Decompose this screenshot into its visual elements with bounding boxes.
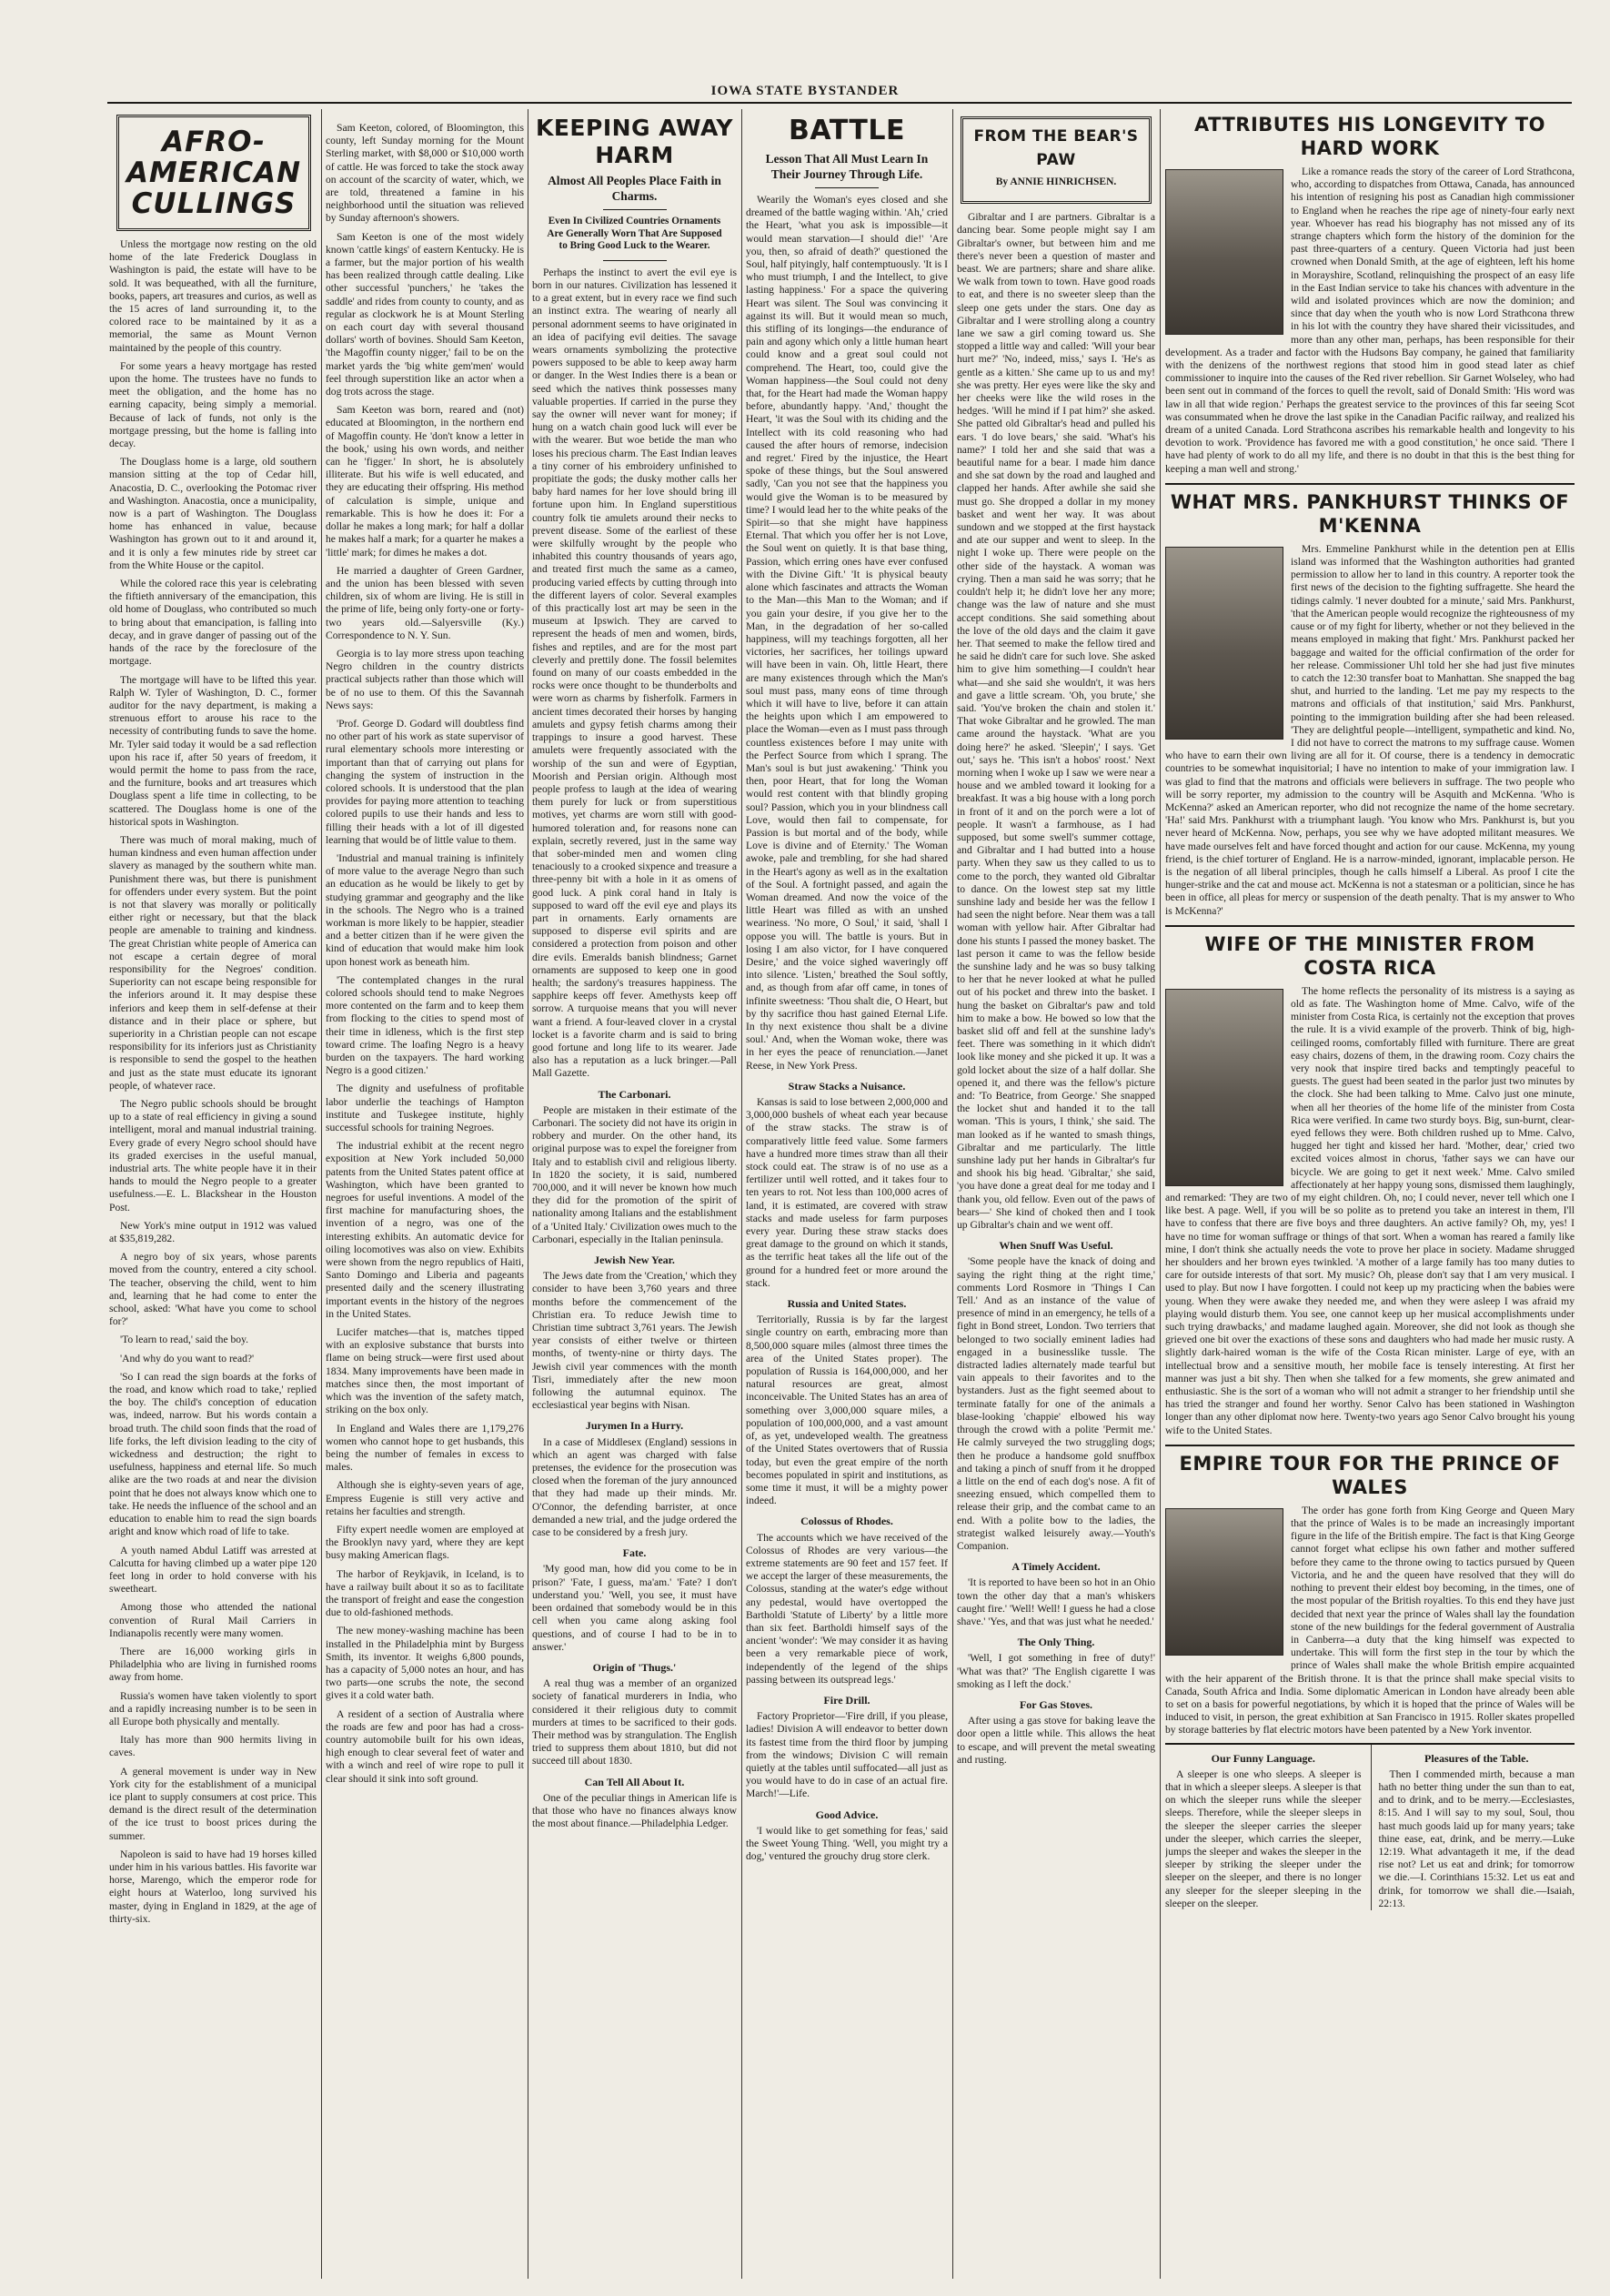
paragraph: Lucifer matches—that is, matches tipped with an explosive substance that bursts into flame on being struck—were first used about 1834. Many improvements have been made in matches since then, the most important of which was the invention of the safety match, striking on the box only. [326, 1326, 524, 1416]
column-2 [326, 122, 524, 2296]
paragraph: A negro boy of six years, whose parents moved from the country, entered a city school. The teacher, observing the child, went to him and, learning that he had come to enter the school, asked: 'What have you come to school for?' [109, 1251, 317, 1328]
funny-language-text: A sleeper is one who sleeps. A sleeper is that in which a sleeper sleeps. A sleeper is that on which the sleeper runs while the sleeper sleeps. Therefore, while the sleeper sleeps in the sleeper the sleeper carries the sleeper under the sleeper, which carries the sleeper, jumps the sleeper and wakes the sleeper in the sleeper by striking the sleeper under the sleeper on the sleeper, and there is no longer any sleeper for the sleeper sleeping in the sleeper on the sleeper. [1165, 1767, 1362, 1909]
paragraph: A general movement is under way in New York city for the establishment of a municipal ice plant to supply consumers at cost price. This demand is the direct result of the determination of the ice trust to boost prices during the summer. [109, 1765, 317, 1842]
masthead: IOWA STATE BYSTANDER [710, 84, 900, 98]
paragraph: Fifty expert needle women are employed at the Brooklyn navy yard, where they are kept busy making American flags. [326, 1523, 524, 1562]
section-heading: Fate. [622, 1546, 647, 1560]
section-heading: Colossus of Rhodes. [800, 1515, 893, 1528]
paragraph: A resident of a section of Australia where the roads are few and poor has had a cross-country automobile built for his own ideas, high enough to clear several feet of water and with a winch and reel of wire rope to pull it clear should it sink into soft ground. [326, 1707, 524, 1785]
paragraph: There are 16,000 working girls in Philadelphia who are living in furnished rooms away from home. [109, 1645, 317, 1684]
section-text: In a case of Middlesex (England) sessions in which an agent was charged with false pretenses, the evidence for the prosecution was closed when the foreman of the jury announced that they had made up their minds. Mr. O'Connor, the defending barrister, at once demanded a new trial, and the judge ordered the case to be considered by a fresh jury. [532, 1435, 737, 1539]
battle-deck: Lesson That All Must Learn In Their Journey Through Life. [765, 152, 929, 181]
column-1 [109, 109, 317, 2283]
longevity-title: ATTRIBUTES HIS LONGEVITY TO HARD WORK [1194, 114, 1545, 159]
pleasures-text: Then I commended mirth, because a man hath no better thing under the sun than to eat, and to drink, and to be merry.—Ecclesiastes, 8:15. And I will say to my soul, Soul, thou hast much goods laid up for many years; take thine ease, eat, drink, and be merry.—Luke 12:19. What advantageth it me, if the dead rise not? Let us eat and drink; for tomorrow we die.—I. Corinthians 15:32. Let us eat and drink, for tomorrow we shall die.—Isaiah, 22:13. [1378, 1767, 1575, 1909]
bears-paw-text: Gibraltar and I are partners. Gibraltar is a dancing bear. Some people might say I am Gibraltar's owner, but between him and me there's never been a question of master and beast. We are partners; share and share alike. We walk from town to town. Have good roads to eat, and there is no sweeter sleep than the sleep one gets under the stars. One day as Gibraltar and I were strolling along a country lane we saw a girl coming toward us. She stopped a little way and called: 'Will your bear hurt me?' 'No, indeed, miss,' says I. 'He's as gentle as a kitten.' She came up to us and my! she was pretty. Her eyes were like the sky and her cheeks were like the wild roses in the hedges. 'Will he mind if I pat him?' she asked. She patted old Gibraltar's head and pulled his ears. 'I do love bears,' she said. 'What's his name?' I told her and she said that was a beautiful name for a bear. I made him dance and she sat down by the road and laughed and clapped her hands. After awhile she said she must go. She dropped a dollar in my money basket and went her way. It was about sundown and we stopped at the first haystack and ate our supper and went to sleep. In the night I woke up. There were people on the other side of the haystack. A woman was crying. Then a man said he was sorry; that he couldn't help it; he didn't love her any more; change was the law of nature and she must accept conditions. She said something about the love of the old days and the claim it gave her. That seemed to make the fellow tired and he said he didn't care for such love. She asked him to give him something—I couldn't hear what—and she said she wouldn't, it was hers and gave a little scream. 'Oh, you brute,' she said. 'You've broken the chain and stolen it.' That woke Gibraltar and he growled. The man came around the haystack. 'What are you doing here?' he asked. 'Sleepin',' I says. 'Get out,' says he. 'This isn't a hobos' roost.' Next morning when I woke up I saw we were near a house and we ambled toward it looking for a breakfast. It was a big house with a long porch in front of it and on the porch were a lot of people. It wasn't a farmhouse, as I had supposed, but some swell's summer cottage, and Gibraltar and I had butted into a house party. When they saw us they called to us to come to the porch, they wanted old Gibraltar to dance. On the lowest step sat my little sunshine lady and beside her was the fellow I had seen the night before. Near them was a tall woman with yellow hair. After Gibraltar had done his stunts I passed the money basket. The last person it came to was the fellow beside the sunshine lady and he was so busy talking to her that he never looked at what he pulled out of his pocket and threw into the basket. I hung the basket on Gibraltar's paw and told him to make a bow. He bowed so low that the basket slid off and fell at the sunshine lady's feet. There was something in it which didn't look like money and she picked it up. It was a gold locket about the size of a half dollar. She opened it, and there was the fellow's picture and: 'To Beatrice, from George.' She snapped the locket shut and handed it to the tall woman. 'This is yours, I think,' she said. The man looked as if he wanted to smash things, Gibraltar and me particularly. The little sunshine lady put her hands in Gibraltar's fur and shook his big head. 'Gibraltar,' she said, 'you have done a great deal for me today and I thank you, old fellow. Even out of the paws of bears—' She kind of choked then and I took up Gibraltar's chain and we went off. [957, 211, 1155, 1232]
paragraph: The industrial exhibit at the recent negro exposition at New York included 50,000 patents from the United States patent office at Washington, which have been granted to negroes for useful inventions. A model of the first machine for manufacturing shoes, the invention of a negro, was one of the interesting exhibits. An automatic device for oiling locomotives was also on view. Exhibits were shown from the negro republics of Haiti, Santo Domingo and Liberia and pageants presented daily and the scenery illustrating important events in the history of the negroes in the United States. [326, 1140, 524, 1320]
paragraph: Unless the mortgage now resting on the old home of the late Frederick Douglass in Washington is paid, the estate will have to be sold. It was bequeathed, with all the furniture, books, papers, art treasures and curios, as well as the 15 acres of land surrounding it, to the colored race to be maintained by it as a memorial, the same as Mount Vernon maintained by the people of this country. [109, 238, 317, 354]
paragraph: For some years a heavy mortgage has rested upon the home. The trustees have no funds to meet the obligation, and the home has no earning capacity, being simply a memorial. Because of lack of funds, not only is the mortgage pressing, but the home is falling into decay. [109, 359, 317, 450]
column-4 [746, 109, 948, 2283]
section-text: People are mistaken in their estimate of the Carbonari. The society did not have its origin in robbery and murder. On the other hand, its original purpose was to expel the foreigner from Italy and to establish civil and religious liberty. In 1820 the society, it is said, numbered 700,000, and it will never be known how much they did for the promotion of the spirit of nationality among Italians and the establishment of a 'United Italy.' Civilization owes much to the Carbonari, especially in the Italian peninsula. [532, 1103, 737, 1245]
section-text: 'It is reported to have been so hot in an Ohio town the other day that a man's whiskers caught fire.' 'Well! Well! I guess he had a close shave.' 'Yes, and that was just what he needed.' [957, 1576, 1155, 1627]
bears-paw-box [961, 116, 1152, 204]
paragraph: The Douglass home is a large, old southern mansion sitting at the top of Cedar hill, Anacostia, D. C., overlooking the Potomac river and Washington. Anacostia, once a municipality, now is a part of Washington. The Douglass home has enhanced in value, because Washington has grown out to it and around it, and it is only a few minutes ride by street car from the White House or the capitol. [109, 456, 317, 571]
section-heading: Origin of 'Thugs.' [592, 1660, 677, 1674]
section-heading: Jewish New Year. [594, 1254, 675, 1267]
paragraph: The harbor of Reykjavik, in Iceland, is to have a railway built about it so as to facilitate the transport of freight and ease the congestion due to old-fashioned methods. [326, 1567, 524, 1619]
section-heading: A Timely Accident. [1011, 1560, 1101, 1574]
byline: By ANNIE HINRICHSEN. [995, 176, 1117, 187]
paragraph: While the colored race this year is celebrating the fiftieth anniversary of the emancipation, this old home of Douglass, who contributed so much to bring about that emancipation, is falling into decay, and in grave danger of passing out of the hands of the race by the foreclosure of the mortgage. [109, 578, 317, 668]
paragraph: 'Industrial and manual training is infinitely of more value to the average Negro than such an education as he would be likely to get by studying grammar and geography and the like in the schools. The Negro who is a trained workman is more likely to be happier, steadier and a better citizen than if he were given the kind of education that would make him look upon honest work as beneath him. [326, 851, 524, 968]
paragraph: 'And why do you want to read?' [120, 1352, 255, 1365]
keeping-away-harm-deck: Almost All Peoples Place Faith in Charms. [548, 174, 721, 203]
section-text: Factory Proprietor—'Fire drill, if you please, ladies! Division A will endeavor to better down its fastest time from the third floor by jumping from the windows; Division C will remain quietly at the tables until suffocated—all just as you would have to do in case of an actual fire. March!'—Life. [746, 1710, 948, 1800]
paragraph: Russia's women have taken violently to sport and a rapidly increasing number is to be seen in all Europe both physically and mentally. [109, 1689, 317, 1727]
col1-body [109, 238, 317, 1926]
section-text: The accounts which we have received of the Colossus of Rhodes are very various—the extreme statements are 90 feet and 157 feet. If we accept the larger of these measurements, the Colossus, standing at the water's edge without any pedestal, would have overtopped the Bartholdi 'Statute of Liberty' by a little more than six feet. Bartholdi himself says of the ancient 'wonder': 'We may consider it as having been a very remarkable piece of work, independently of the legend of the ships passing between its outspread legs.' [746, 1531, 948, 1686]
paragraph: In England and Wales there are 1,179,276 women who cannot hope to get husbands, this being the number of females in excess to males. [326, 1422, 524, 1474]
section-heading: When Snuff Was Useful. [999, 1239, 1113, 1253]
column-rule [952, 109, 953, 2279]
paragraph: Napoleon is said to have had 19 horses killed under him in his various battles. His favorite war horse, Marengo, which the emperor rode for eight hours at Waterloo, long survived his master, dying in England in 1829, at the age of thirty-six. [109, 1848, 317, 1925]
bears-paw-title: FROM THE BEAR'S PAW [973, 127, 1139, 169]
section-text: 'I would like to get something for feas,' said the Sweet Young Thing. 'Well, you might try a dog,' ventured the grouchy drug store clerk. [746, 1824, 948, 1863]
paragraph: There was much of moral making, much of human kindness and even human affection under slavery as managed by the southern white man. Punishment there was, but there is punishment for offenders under every system. But the point is not that slavery was morally or politically either right or necessary, but that the black people are amenable to training and kindness. The great Christian white people of America can not escape a certain degree of moral responsibility for the Negroes' condition. Superiority can not escape being responsible for the inferiors around it. It may despise these inferiors and keep them in self-defense at their distance and in their place or sphere, but superiority in a Christian people can not escape responsibility for its inferiors just as Christianity is responsible to send the gospel to the heathen and just as the state must educate its ignorant people, of whatever race. [109, 833, 317, 1092]
funny-language-heading: Our Funny Language. [1211, 1751, 1315, 1765]
longevity-text: Like a romance reads the story of the career of Lord Strathcona, who, according to dispatches from Ottawa, Canada, has announced his intention of resigning his post as Canadian high commissioner to England when he reaches the ripe age of ninety-four early next year. Whoever has read his biography has not missed any of its strange chapters which form the history of the dominion for the past three-quarters of a century. Queen Victoria had just been crowned when Donald Smith, at the age of eighteen, left his home in Morayshire, Scotland, relinquishing the prospect of an easy life in the East Indian service to take his chances with adventure in the wild and isolated provinces which are now the dominion; and since that day when the youth who is now Lord Strathcona threw in his lot with the country they have shared their vicissitudes, and more than any other man, perhaps, has been responsible for their development. As a trader and factor with the Hudsons Bay company, he gained that familiarity with the denizens of the northwest regions that stood him in good stead later as chief commissioner to inquire into the causes of the Red river rebellion. Sir Garnet Wolseley, who had been sent out in command of the forces to quell the revolt, said of Donald Smith: 'His word was law in all that wide region.' Perhaps the greatest service to the provinces of this far seeing Scot was consummated when he drove the last spike in the Canadian Pacific railway, and realized his dream of a united Canada. Lord Strathcona ascribes his remarkable health and longevity to his devotion to work. 'Providence has favored me with a good constitution,' he once said. 'There I have had plenty of work to do all my life, and there is no doubt in that this is the best thing for keeping a man well and strong.' [1165, 166, 1575, 475]
paragraph: 'Prof. George D. Godard will doubtless find no other part of his work as state supervisor of rural elementary schools more interesting or important than that of carrying out plans for changing the system of instruction in the colored schools. It is understood that the plan provides for paying more attention to teaching colored pupils to use their hands and less to filling their heads with a lot of ill digested learning that would be of little value to them. [326, 717, 524, 846]
costa-rica-title: WIFE OF THE MINISTER FROM COSTA RICA [1165, 925, 1575, 980]
paragraph: 'So I can read the sign boards at the forks of the road, and know which road to take,' replied the boy. The child's conception of education was, indeed, narrow. But his words contain a broad truth. The child soon finds that the road of life forks, the left division leading to the city of wickedness and destruction; the right to usefulness, happiness and eternal life. So much alike are the two roads at and near the division point that he does not always know which one to take. He needs the influence of the school and an education to enable him to read the sign boards aright and know which road of life to take. [109, 1370, 317, 1538]
afro-american-cullings-title: AFRO-AMERICAN CULLINGS [126, 126, 302, 220]
paragraph: 'To learn to read,' said the boy. [120, 1334, 249, 1346]
section-text: Kansas is said to lose between 2,000,000 and 3,000,000 bushels of wheat each year because of the straw stacks. The straw is of comparatively little feed value. Some farmers have a hundred more times straw than all their stock could eat. The straw is of no use as a fertilizer until well rotted, and it takes four to ten years to rot. Not less than 100,000 acres of land, it is estimated, are covered with straw stacks and made useless for farm purposes every year. During these straw stacks does great damage to the ground on which it stands, as the terrific heat takes all the life out of the ground for a hundred feet or more around the stack. [746, 1096, 948, 1289]
battle-title: BATTLE [789, 115, 905, 146]
paragraph: Georgia is to lay more stress upon teaching Negro children in the country districts practical subjects rather than those which will be of no use to them. Of this the Savannah News says: [326, 647, 524, 711]
mme-calvo-portrait [1165, 989, 1283, 1186]
section-heading: Can Tell All About It. [584, 1775, 685, 1788]
column-rule [321, 109, 322, 2279]
column-5 [957, 109, 1155, 2283]
battle-text: Wearily the Woman's eyes closed and she dreamed of the battle waging within. 'Ah,' cried the Heart, 'what you ask is impossible—it would mean starvation—I should die!' 'Are you, then, so afraid of death?' questioned the Soul, half pityingly, half contemptuously. 'It is I who must triumph, I and the Intellect, to give lasting happiness.' For a space the quivering Heart was silent. The Soul was convincing it against its will. But it would mean so much, this stifling of its longings—the endurance of pain and agony which only a little human heart could know and a great soul could not comprehend. The Heart, too, could give the Woman happiness—the Soul could not deny that, for the Heart had made the Woman happy before, abundantly happy. 'And,' thought the Heart, 'it was the Soul with its chiding and the Intellect with its cold reasoning who had caused the after hours of remorse, indecision and regret.' Fired by the injustice, the Heart spoke of these things, but the Soul answered sadly, 'Can you not see that the happiness you would give the Woman is to be measured by time? I would lead her to the white peaks of the Spirit—so that she might have happiness Eternal. That which you offer her is not Love, the Soul went on quietly. It is that base thing, Passion, which erring ones have ever confused with the Divine Gift.' 'It is physical beauty alone which fascinates and attracts the Woman to the Man—this Man to the Woman; and if you gain your desire, if you give her to the Man, in the degradation of her so-called happiness, will my teachings forgotten, all her victories, her sacrifices, her toilings upward will have been in vain. Oh, little Heart, there are many existences through which the Man's soul must pass, many eons of time through which it will have to live, before it can attain the heights upon which I am empowered to place the Woman—even as I must pass through countless existences before I may unite with the Perfect Source from which I sprang. The Man's soul is but just awakening.' 'Think you then, poor Heart, that for long the Woman would rest content with that blindly groping soul? Passion, which you in your blindness call Love, would then fail to compensate, for Passion is but mortal and of the body, while Love is divine and of Eternity.' The Woman awoke, pale and trembling, for she had shared in the Heart's agony as well as in the exaltation of the Soul. A fortnight passed, and again the Woman dreamed. And now the voice of the little Heart was filled as with an unshed weariness. 'No more, O Soul,' it said, 'shall I oppose you will. The battle is yours. But in losing I am also victor, for I have conquered Desire,' and the voice sighed waveringly off into silence. 'Listen,' breathed the Soul softly, and, as though from afar off came, in tones of infinite sweetness: 'Thou shalt die, O Heart, but by thy sacrifice thou hast gained Eternal Life. In thy next existence thou shalt be a divine soul.' And, when the Woman woke, there was in her eyes the peace of renunciation.—Janet Reese, in New York Press. [746, 194, 948, 1072]
col2-body [326, 122, 524, 1786]
section-heading: Russia and United States. [787, 1297, 907, 1311]
paragraph: New York's mine output in 1912 was valued at $35,819,282. [109, 1219, 317, 1245]
empire-tour-title: EMPIRE TOUR FOR THE PRINCE OF WALES [1165, 1445, 1575, 1499]
pleasures-heading: Pleasures of the Table. [1424, 1751, 1529, 1765]
section-heading: The Only Thing. [1017, 1636, 1095, 1649]
section-text: A real thug was a member of an organized society of fanatical murderers in India, who considered it their religious duty to commit murders at times to be sacrificed to their gods. Their method was by strangulation. The English tried to suppress them about 1810, but did not succeed till about 1830. [532, 1677, 737, 1767]
paragraph: A youth named Abdul Latiff was arrested at Calcutta for having climbed up a water pipe 120 feet long in order to hold converse with his sweetheart. [109, 1544, 317, 1596]
pankhurst-text: Mrs. Emmeline Pankhurst while in the detention pen at Ellis island was informed that the Washington authorities had granted permission to allow her to land in this country. A reporter took the first news of the decision to the fighting suffragette. She heard the tidings calmly. 'I never doubted for a minute,' said Mrs. Pankhurst, 'that the American people would recognize the righteousness of my cause or of my fight for liberty, whether or not they believed in the means employed in making that fight.' Mrs. Pankhurst packed her baggage and waited for the official confirmation of the order for her release. Commissioner Uhl told her she had just five minutes to catch the 12:30 transfer boat to Manhattan. She snapped the bag shut, and hurried to the landing. 'Let me pay my respects to the matrons and officials of that institution,' said Mrs. Pankhurst, pointing to the immigration building after she had been released. 'They are delightful people—intelligent, sympathetic and kind. No, I did not have to correct the matrons to my suffrage cause. Women who have to earn their own living are all for it. Of course, there is a tendency in democratic countries to be somewhat inquisitorial; I have no intention to make of your immigration law. I was glad to find that the matrons and officials were believers in suffrage. The two people who will be sorry reporter, my admission to the country will be Asquith and McKenna. 'Who is McKenna?' asked an American reporter, who did not recognize the name of the home secretary. 'Ha!' said Mrs. Pankhurst with a triumphant laugh. 'You know who Mrs. Pankhurst is, but you never heard of McKenna. Now, perhaps, you see why we have adopted militant measures. We have made ourselves felt and have forced thought and action for our cause. McKenna, my young friend, is the chief torturer of England. He is a narrow-minded, ignorant, implacable person. He is the negation of all liberal principles, though he calls himself a Liberal. As proof I cite the hunger-strike and the cat and mouse act. McKenna is not a statesman or a politician, since he has been in office, all pleas for mercy or suspension of the death penalty. That is my answer to Who is McKenna?' [1165, 542, 1575, 917]
column-6 [1165, 109, 1575, 2283]
paragraph: Although she is eighty-seven years of age, Empress Eugenie is still very active and retains her faculties and strength. [326, 1479, 524, 1517]
paragraph: Italy has more than 900 hermits living in caves. [109, 1734, 317, 1759]
empire-tour-text: The order has gone forth from King George and Queen Mary that the prince of Wales is to be made an increasingly important figure in the life of the British empire. The fact is that King George cannot forget what eclipse his own father and mother suffered before they came to the throne owing to tactics pursued by Queen Victoria, and he and the queen have resolved that they will do nothing to prevent their eldest boy becoming, in the times, one of the most popular of the British royalties. To this end they have just decided that next year the prince of Wales shall lay the foundation stone of the new buildings for the federal government of Australia in Canberra—a duty that the king himself was expected to undertake. This will form the first step in the tour by which the prince of Wales shall make the whole British empire acquainted with the heir apparent of the British throne. It is that the prince shall make special visits to Canada, South Africa and India. Some diplomatic American in London have already been able to set on a basis for powerful negotiations, by which it is hoped that the prince of Wales will be induced to visit, in person, the great exhibition at San Francisco in 1915. Roller skates propelled by storage batteries by flat electric motors have been patented by a New York inventor. [1165, 1504, 1575, 1737]
paragraph: The dignity and usefulness of profitable labor underlie the teachings of Hampton institute and Tuskegee institute, highly successful schools for training Negroes. [326, 1083, 524, 1134]
costa-rica-text: The home reflects the personality of its mistress is a saying as old as fate. The Washington home of Mme. Calvo, wife of the minister from Costa Rica, is certainly not the exception that proves the rule. It is a vivid example of the proverb. Think of big, high-ceilinged rooms, comfortably filled with furniture. There are great easy chairs, dozens of them, in the drawing room. Cozy chairs the very nook that inspire tired backs and temptingly peaceful to guests. The guest had been seated in the parlor just two minutes by the clock. She had been talking to Mme. Calvo just one minute, when all her theories of the home life of the minister from Costa Rica were verified. In came two sturdy boys. Big, sun-burnt, clear-eyed fellows they were. Both children rushed up to Mme. Calvo, hugged her tight and kissed her hard. 'Mother, dear,' cried two excited voices almost in chorus, 'father says we can have our bicycle. We are going to get it next week.' Mme. Calvo smiled affectionately at her happy young sons, dismissed them laughingly, and remarked: 'They are two of my eight children. Oh, no; I could never, never tell which one I like best. A page. Well, if you will be so polite as to pretend you take an interest in them, I'll have to confess that there are five boys and three daughters. An active family? Oh, my, yes! I have no time for woman suffrage or things of that sort. When a woman has reared a family like mine, I don't think she actually needs the vote to prove her place in society. Madame shrugged her shoulders and her brown eyes twinkled. 'A mother of a large family has too many duties to care for outside interests of that sort. My music? Oh, please don't say that I am very musical. I used to play. But now I have forgotten. I could not keep up my practicing when the babies were young. When they were awake they needed me, and when they were asleep I was afraid my playing would disturb them. You see, one cannot keep up her musical accomplishments under such trying drawbacks,' and madame laughed again. Moreover, she did not look as though she grieved one bit over the exactions of these sons and daughters who had made her music rusty. A slightly dark-haired woman is the wife of the Costa Rican minister. Large of eye, with an intellectual brow and a sensitive mouth, her mobile face is tensely interesting. At first her manner was just a bit shy. Then when she talked for a few moments, she grew animated and enthusiastic. She is the sort of a woman who will not admit a stranger to her friendship until she has tried the stranger and found her worthy. Senor Calvo has been stationed in Washington longer than any other diplomat now here. Twenty-two years ago Senor Calvo brought his young wife to the United States. [1165, 984, 1575, 1436]
section-text: Territorially, Russia is by far the largest single country on earth, embracing more than 8,500,000 square miles (almost three times the area of the United States proper). The population of Russia is 164,000,000, and her natural resources are great, almost inconceivable. The United States has an area of something over 3,000,000 square miles, a population of 100,000,000, and a vast amount of, as yet, undeveloped wealth. The greatness of the United States overtowers that of Russia today, but even the great empire of the north becomes populated in spirit and institutions, as some time it must, it will be a mighty power indeed. [746, 1314, 948, 1507]
paragraph: Sam Keeton, colored, of Bloomington, this county, left Sunday morning for the Mount Sterling market, with $8,000 or $10,000 worth of cattle. He was forced to take the stock away on account of the scarcity of water, which, we are told, threatened a famine in his neighborhood until the situation was relieved by Sunday afternoon's showers. [326, 122, 524, 225]
paragraph: Among those who attended the national convention of Rural Mail Carriers in Indianapolis recently were many women. [109, 1601, 317, 1639]
section-heading: Straw Stacks a Nuisance. [788, 1079, 906, 1093]
prince-of-wales-portrait [1165, 1508, 1283, 1656]
paragraph: Sam Keeton is one of the most widely known 'cattle kings' of eastern Kentucky. He is a farmer, but the major portion of his wealth has been realized through cattle dealing. Like other successful 'punchers,' he 'takes the saddle' and rides from county to county, and as regular as clockwork he is at Mount Sterling on each court day with several thousand dollars' worth of bovines. Should Sam Keeton, 'the Magoffin county nigger,' fail to be on the market yards the 'big white gem'men' would feel through superstition like an actor when a dog trots across the stage. [326, 230, 524, 398]
section-heading: Fire Drill. [823, 1693, 870, 1707]
keeping-away-harm-subdeck: Even In Civilized Countries Ornaments Are Generally Worn That Are Supposed to Bring Good Luck to the Wearer. [547, 216, 722, 252]
masthead-rule [107, 102, 1572, 104]
section-text: The Jews date from the 'Creation,' which they consider to have been 3,760 years and three months before the commencement of the Christian era. To reduce Jewish time to Christian time subtract 3,761 years. The Jewish year consists of either twelve or thirteen months, of twenty-nine or thirty days. The Jewish civil year commences with the month Tisri, immediately after the new moon following the autumnal equinox. The ecclesiastical year begins with Nisan. [532, 1270, 737, 1412]
keeping-away-harm-title: KEEPING AWAY HARM [535, 115, 734, 168]
pankhurst-title: WHAT MRS. PANKHURST THINKS OF M'KENNA [1165, 483, 1575, 538]
column-rule [741, 109, 742, 2279]
lord-strathcona-portrait [1165, 169, 1283, 335]
paragraph: The mortgage will have to be lifted this year. Ralph W. Tyler of Washington, D. C., former auditor for the navy department, is making a strenuous effort to arouse his race to the necessity of contributing funds to save the home. Mr. Tyler said today it would be a sad reflection upon his race if, after 50 years of freedom, it would permit the home to pass from the race, and the furniture, books and art treasures which Douglass spent a life time in collecting, to be scattered. The Douglass home is one of the historical spots in Washington. [109, 673, 317, 828]
paragraph: He married a daughter of Green Gardner, and the union has been blessed with seven children, six of whom are living. He is still in the prime of life, being only forty-one or forty-two years old.—Salyersville (Ky.) Correspondence to N. Y. Sun. [326, 564, 524, 641]
column-3 [532, 109, 737, 2283]
pankhurst-portrait [1165, 547, 1283, 740]
afro-american-cullings-box [116, 115, 311, 231]
section-heading: The Carbonari. [598, 1087, 671, 1101]
section-text: After using a gas stove for baking leave the door open a little while. This allows the heat to escape, and will prevent the metal sweating and rusting. [957, 1715, 1155, 1766]
section-text: One of the peculiar things in American life is that those who have no finances always know the most about finance.—Philadelphia Ledger. [532, 1791, 737, 1830]
section-text: 'Well, I got something in free of duty!' 'What was that?' 'The English cigarette I was smoking as I left the dock.' [957, 1652, 1155, 1690]
keeping-away-harm-text: Perhaps the instinct to avert the evil eye is born in our natures. Civilization has lessened it to a great extent, but in every race we find such an instinct extra. The wearing of nearly all personal adornment seems to have originated in an idea of pacifying evil deities. The savage wears ornaments symbolizing the protective powers supposed to be able to keep away harm or danger. In the West Indies there is a bean or seed which the natives think possesses many valuable properties. If carried in the purse they say the owner will never want for money; if hung on a watch chain good luck will ever be with the wearer. But woe betide the man who loses his precious charm. The East Indian leaves a tiny corner of his embroidery unfinished to propitiate the gods; the dusky mother calls her baby hard names for her love should bring ill fortune upon him. In England superstitious country folk tie amulets around their necks to prevent disease. Some of the earliest of these were skilfully wrought by the people who inhabited this country thousands of years ago, and treated first much the same as a cameo, producing varied effects by cutting through into the different layers of color. Several examples of this practically lost art may be seen in the museum at Ipswich. They are carved to represent the heads of men and women, birds, fishes and reptiles, and are for the most part cleverly and prettily done. The fossil belemites found on many of our coasts embedded in the rocks were once thought to be thunderbolts and were worn as charms by fisherfolk. Farmers in ancient times decorated their horses by hanging amulets and gypsy fetish charms among their trappings to insure a good harvest. These amulets were frequently associated with the worship of the sun and were of Egyptian, Moorish and Persian origin. Although most people profess to laugh at the idea of wearing them purely for luck or from superstitious motives, yet charms are worn still with good-humored toleration and, for reasons none can explain, secretly revered, just in the same way that sober-minded men and women cling tenaciously to a crooked sixpence and treasure a three-penny bit with a hole in it as omens of good luck. A pink coral hand in Italy is supposed to ward off the evil eye and plays its part in ornaments. Early ornaments are supposed to disperse evil spirits and are considered a protection from poison and other dire evils. Emeralds banish blindness; Garnet ornaments are supposed to keep one in good health; the sardony's treasures happiness. The sapphire keeps off fever. Amethysts keep off sorrow. A turquoise means that you will never want a friend. A four-leaved clover in a crystal locket is a favorite charm and is said to bring good fortune and long life to its wearer. Jade also has a reputation as a luck bringer.—Pall Mall Gazette. [532, 266, 737, 1080]
paragraph: The Negro public schools should be brought up to a state of real efficiency in giving a sound intelligent, moral and manual industrial training. Every grade of every Negro school should have its graded exercises in the useful manual, industrial arts. The white people have it in their hands to mould the Negro people to a greater usefulness.—E. L. Blackshear in the Houston Post. [109, 1098, 317, 1213]
paragraph: 'The contemplated changes in the rural colored schools should tend to make Negroes more contented on the farm and to keep them from flocking to the cities to spend most of their time in idleness, which is the first step toward crime. The loafing Negro is a heavy burden on the taxpayers. The hard working Negro is a good citizen.' [326, 973, 524, 1077]
paragraph: Sam Keeton was born, reared and (not) educated at Bloomington, in the northern end of Magoffin county. He 'don't know a letter in the book,' using his own words, and neither can he 'figger.' In short, he is absolutely illiterate. But his wife is well educated, and they are educating their offspring. His method of calculation is simple, unique and remarkable. This is how he does it: For a dollar he makes a long mark; for half a dollar he makes half a mark; for a quarter he makes a 'little' mark; for dimes he makes a dot. [326, 404, 524, 559]
section-text: 'Some people have the knack of doing and saying the right thing at the right time,' comments Lord Rosmore in 'Things I Can Tell.' And as an instance of the value of presence of mind in an emergency, he tells of a fight in Bond street, London. Two terriers that belonged to two socially eminent ladies had engaged in a businesslike tussle. The distracted ladies alternately made tearful but vain appeals to their favorites and to the bystanders. Just as the fight seemed about to terminate fatally for one of the animals a blase-looking 'chappie' elbowed his way through the crowd with a polite 'Permit me.' He calmly surveyed the two struggling dogs; then he produce a handsome gold snuffbox and taking a pinch of snuff from it he dropped a little on the end of each dog's nose. A fit of sneezing ensued, which compelled them to release their grip, and the combat came to an end. With a polite bow to the ladies, the strategist walked leisurely away.—Youth's Companion. [957, 1255, 1155, 1552]
column-rule [1160, 109, 1161, 2279]
section-heading: Jurymen In a Hurry. [585, 1419, 684, 1433]
section-heading: For Gas Stoves. [1019, 1697, 1093, 1711]
paragraph: The new money-washing machine has been installed in the Philadelphia mint by Burgess Smith, its inventor. It weighs 6,800 pounds, has a capacity of 5,000 notes an hour, and has two parts—one scrubs the note, the second gives it a cold water bath. [326, 1625, 524, 1702]
section-heading: Good Advice. [815, 1808, 879, 1821]
section-text: 'My good man, how did you come to be in prison?' 'Fate, I guess, ma'am.' 'Fate? I don't understand you.' 'Well, you see, it must have been ordained that somebody would be in this cell when you came along asking fool questions, and of course I had to be in to answer.' [532, 1563, 737, 1653]
